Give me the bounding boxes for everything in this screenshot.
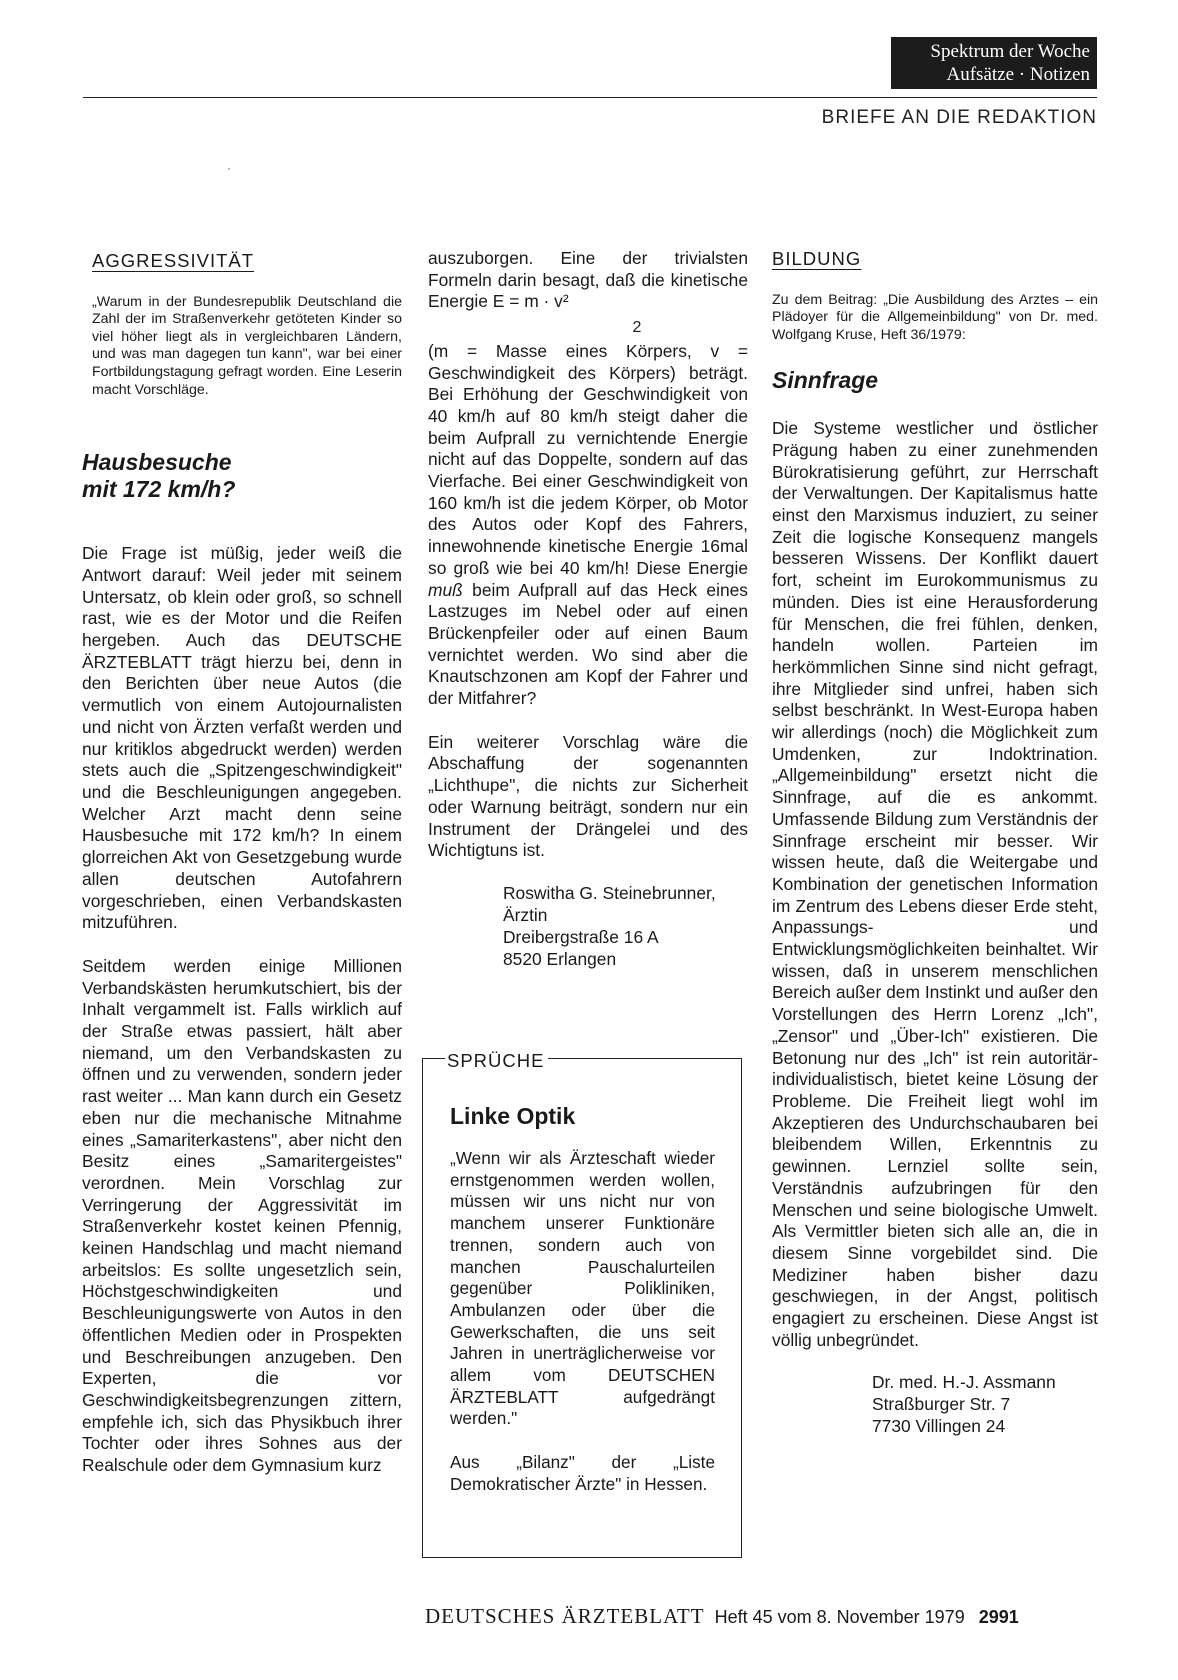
topic-bildung: BILDUNG [772, 248, 862, 269]
letter1-paragraph-2: Seitdem werden einige Millionen Verbandskästen herumkutschiert, bis der Inhalt vergammelt ist. Falls wirklich auf der Straße etwas passiert, hält aber niemand, um den Verbandskasten zu öffnen und zu verwenden, sondern jeder rast weiter ... Man kann durch ein Gesetz eben nur die mechanische Mitnahme eines „Samariterkastens", aber nicht den Besitz eines „Samaritergeistes" verordnen. Mein Vorschlag zur Verringerung der Aggressivität im Straßenverkehr kostet keinen Pfennig, keinen Handschlag und macht niemand arbeitslos: Es sollte ungesetzlich sein, Höchstgeschwindigkeiten und Beschleunigungswerte von Autos in den öffentlichen Medien oder in Prospekten und Beschreibungen anzugeben. Den Experten, die vor Geschwindigkeitsbegrenzungen zittern, empfehle ich, sich das Physikbuch ihrer Tochter oder ihres Sohnes aus der Realschule oder dem Gymnasium kurz [82, 955, 402, 1476]
topic-aggressivitaet: AGGRESSIVITÄT [92, 250, 255, 271]
p3-emphasis: muß [428, 579, 463, 600]
letter2-body: Die Systeme westlicher und östlicher Prägung haben zu einer zunehmenden Bürokratisierung geführt, zur Herrschaft der Verwaltungen. Der Kapitalismus hatte einst den Marxismus induziert, zu seiner Zeit die logische Konsequenz mangels besseren Wissens. Der Konflikt dauert fort, scheint im Eurokommunismus zu münden. Dies ist eine Herausforderung für Menschen, die frei fühlen, denken, handeln wollen. Parteien im herkömmlichen Sinne sind nicht gefragt, ihre Mitglieder sind unfrei, haben sich selbst beschränkt. In West-Europa haben wir allerdings (noch) die Möglichkeit zum Umdenken, zur Indoktrination. „Allgemeinbildung" ersetzt nicht die Sinnfrage, auf die es ankommt. Umfassende Bildung zum Verständnis der Sinnfrage erscheint mir besser. Wir wissen heute, daß die Weitergabe und Kombination der genetischen Information im Zentrum des Lebens dieser Erde steht, Anpassungs- und Entwicklungsmöglichkeiten beinhaltet. Wir wissen, daß in unserem menschlichen Bereich außer dem Instinkt und außer den Vorstellungen des Herrn Lorenz „Ich", „Zensor" und „Über-Ich" existieren. Die Betonung nur des „Ich" ist rein autoritär-individualistisch, bietet keine Lösung der Probleme. Die Freiheit liegt wohl im Akzeptieren des Undurchschaubaren bei bleibendem Willen, Erkenntnis zu gewinnen. Lernziel sollte sein, Verständnis aufzubringen für den Menschen und seine biologische Umwelt. Als Vermittler bieten sich alle an, die in diesem Sinne vorgebildet sind. Die Mediziner haben bisher dazu geschwiegen, in der Angst, politisch engagiert zu erscheinen. Diese Angst ist völlig unbegründet. [772, 418, 1098, 1350]
box-quote: „Wenn wir als Ärzteschaft wieder ernstgenommen werden wollen, müssen wir uns nicht nur von manchem unserer Funktionäre trennen, sondern auch von manchen Pauschalurteilen gegenüber Polikliniken, Ambulanzen oder über die Gewerkschaften, die uns seit Jahren in unerträglicherweise vor allem vom DEUTSCHEN ÄRZTEBLATT aufgedrängt werden." [450, 1148, 715, 1429]
headline-line-1: Hausbesuche [82, 449, 232, 476]
footer-publication: DEUTSCHES ÄRZTEBLATT [425, 1604, 705, 1628]
footer-page-number: 2991 [978, 1607, 1019, 1627]
letter1-paragraph-1: Die Frage ist müßig, jeder weiß die Antwort darauf: Weil jeder mit seinem Untersatz, ob klein oder groß, so schnell rast, wie es der Motor und die Reifen hergeben. Auch das DEUTSCHE ÄRZTEBLATT trägt hierzu bei, denn in den Berichten über neue Autos (die vermutlich von einem Autojournalisten und nicht von Ärzten verfaßt werden und nur kritiklos abgedruckt werden) werden stets auch die „Spitzengeschwindigkeit" und die Beschleunigungen angegeben. Welcher Arzt macht denn seine Hausbesuche mit 172 km/h? In einem glorreichen Akt von Gesetzgebung wurde allen deutschen Autofahrern vorgeschrieben, einen Verbandskasten mitzuführen. [82, 543, 402, 933]
box-label: SPRÜCHE [445, 1050, 548, 1072]
letter1-signature [503, 882, 748, 970]
formula-line: auszuborgen. Eine der trivialsten Formeln darin besagt, daß die kinetische Energie E = m · v² [428, 248, 748, 312]
p3-text: (m = Masse eines Körpers, v = Geschwindigkeit des Körpers) beträgt. Bei Erhöhung der Geschwindigkeit von 40 km/h auf 80 km/h steigt daher die beim Aufprall zu vernichtende Energie nicht auf das Doppelte, sondern auf das Vierfache. Bei einer Geschwindigkeit von 160 km/h ist die jedem Körper, ob Motor des Autos oder Kopf des Fahrers, innewohnende kinetische Energie 16mal so groß wie bei 40 km/h! Diese Energie [428, 340, 748, 578]
signature-street: Dreibergstraße 16 A [503, 926, 659, 947]
box-source: Aus „Bilanz" der „Liste Demokratischer Ärzte" in Hessen. [450, 1452, 715, 1494]
masthead [891, 37, 1097, 89]
signature-title: Ärztin [503, 904, 548, 925]
masthead-line-1: Spektrum der Woche [930, 41, 1090, 62]
signature-name: Roswitha G. Steinebrunner, [503, 882, 716, 903]
column-3 [772, 248, 1098, 1437]
footer-issue: Heft 45 vom 8. November 1979 [714, 1607, 965, 1627]
letter2-signature [872, 1371, 1098, 1437]
column-1 [82, 250, 402, 1477]
page-footer [425, 1604, 1019, 1629]
signature2-street: Straßburger Str. 7 [872, 1394, 1011, 1415]
scan-speck [228, 168, 230, 170]
letter1-paragraph-3 [428, 341, 748, 710]
section-label: BRIEFE AN DIE REDAKTION [821, 107, 1097, 128]
box-body [450, 1148, 715, 1496]
signature2-city: 7730 Villingen 24 [872, 1416, 1006, 1437]
box-title: Linke Optik [450, 1103, 576, 1129]
masthead-line-2: Aufsätze · Notizen [946, 64, 1090, 85]
letter2-headline: Sinnfrage [772, 367, 879, 394]
letter1-paragraph-4: Ein weiterer Vorschlag wäre die Abschaffung der sogenannten „Lichthupe", die nichts zur Sicherheit oder Warnung beiträgt, sondern nur ein Instrument der Drängelei und des Wichtigtuns ist. [428, 731, 748, 861]
column-2 [428, 248, 748, 970]
formula-denominator: 2 [632, 319, 642, 337]
letter2-intro: Zu dem Beitrag: „Die Ausbildung des Arztes – ein Plädoyer für die Allgemeinbildung" von Dr. med. Wolfgang Kruse, Heft 36/1979: [772, 291, 1098, 343]
signature2-name: Dr. med. H.-J. Assmann [872, 1372, 1056, 1393]
header-rule [83, 97, 1097, 98]
signature-city: 8520 Erlangen [503, 948, 617, 969]
letter1-intro: „Warum in der Bundesrepublik Deutschland die Zahl der im Straßenverkehr getöteten Kinder so viel höher liegt als in vergleichbaren Ländern, und was man dagegen tun kann", war bei einer Fortbildungstagung gefragt worden. Eine Leserin macht Vorschläge. [92, 293, 402, 398]
headline-line-2: mit 172 km/h? [82, 476, 236, 503]
p3-text-rest: beim Aufprall auf das Heck eines Lastzuges im Nebel oder auf einen Brückenpfeiler oder auf einen Baum vernichtet werden. Wo sind aber die Knautschzonen am Kopf der Fahrer und der Mitfahrer? [428, 579, 748, 709]
letter1-headline [82, 449, 402, 503]
